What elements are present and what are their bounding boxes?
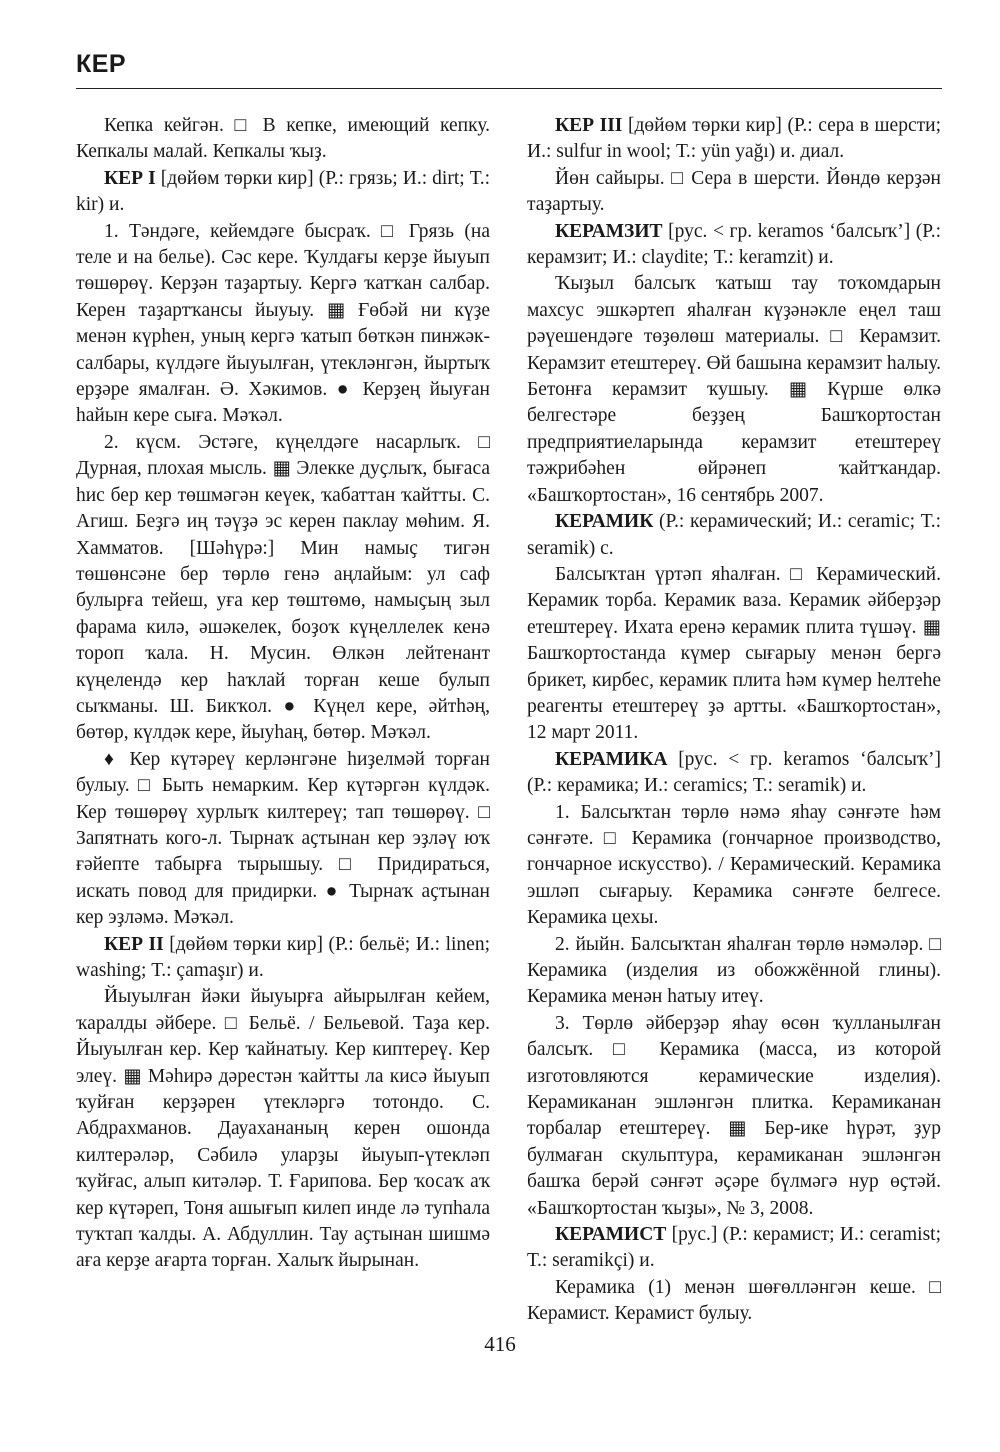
headword: КЕР II: [104, 933, 164, 955]
sense-2: 2. йыйн. Балсыҡтан яһалған төрлө нәмәләр. □ Керамика (изделия из обожжённой глины). Керамика менән һатыу итеү.: [527, 933, 941, 1008]
etymology: [дөйөм төрки кир] (Р.: сера в шерсти; И.: sulfur in wool; Т.: yün yağı) и. диал.: [527, 115, 941, 163]
entry-body: Керамика (1) менән шөғөлләнгән кеше. □ Керамист. Керамист булыу.: [527, 1276, 941, 1325]
entry-keramik: [527, 509, 941, 562]
sense-2: 2. күсм. Эстәге, күңелдәге насарлыҡ. □ Дурная, плохая мысль. ▦ Элекке дуҫлыҡ, бығаса һис бер кер төшмәгән кеүек, ҡабаттан ҡайтты. С. Агиш. Беҙгә иң тәүҙә эс керен паклау мөһим. Я. Хамматов. [Шәһүрә:] Мин намыҫ тигән төшөнсәне бер төрлө генә аңлайым: ул саф булырға тейеш, уға кер төштөмө, намыҫың зыл фарама килә, әшәкелек, боҙоҡ күңеллелек кенә тороп ҡала. Н. Мусин. Өлкән лейтенант күңелендә кер һаҡлай торған кеше булып сыҡманы. Ш. Бикҡол. ● Күңел кере, әйтһәң, бөтөр, күлдәк кере, йыуһаң, бөтөр. Мәҡәл.: [76, 431, 490, 744]
sense-1: 1. Тәндәге, кейемдәге бысраҡ. □ Грязь (на теле и на белье). Сәс кере. Ҡулдағы керҙе йыуып төшөрөү. Керҙән таҙартыу. Кергә ҡатҡан салбар. Керен таҙартҡансы йыуыу. ▦ Ғөбәй ни күҙе менән күрһен, уның кергә ҡатып бөткән пинжәк-салбары, күлдәге йыуылған, үтекләнгән, йыртыҡ ерҙәре ямалған. Ә. Хәкимов. ● Керҙең йыуған һайын кере сыға. Мәҡәл.: [76, 220, 490, 427]
entry-body: Йыуылған йәки йыуырға айырылған кейем, ҡаралды әйбере. □ Бельё. / Бельевой. Таҙа кер. Йыуылған кер. Кер ҡайнатыу. Кер киптереү. Кер элеү. ▦ Мәһирә дәрестән ҡайтты ла кисә йыуып ҡуйған керҙәрен үтекләргә тотондо. С. Абдрахманов. Дауахананың керен ошонда килтерәләр, Сәбилә уларҙы йыуып-үтекләп ҡуйғас, алып китәләр. Т. Ғарипова. Бер ҡосаҡ аҡ кер күтәреп, Тоня ашығып килеп инде лә тупһала туҡтап ҡалды. А. Абдуллин. Тау аҫтынан шишмә аға керҙе ағарта торған. Халыҡ йырынан.: [76, 986, 490, 1272]
headword: КЕР III: [555, 115, 623, 136]
entry-body: Балсыҡтан үртәп яһалған. □ Керамический. Керамик торба. Керамик ваза. Керамик әйберҙәр етештереү. Ихата еренә керамик плита түшәү. ▦ Башҡортостанда күмер сығарыу менән бергә брикет, кирбес, керамик плита һәм күмер һелтеһе реагенты етештереү ҙә артты. «Башҡортостан», 12 март 2011.: [527, 563, 941, 744]
headword: КЕРАМИКА: [555, 748, 668, 770]
sense-3: 3. Төрлө әйберҙәр яһау өсөн ҡулланылған балсыҡ. □ Керамика (масса, из которой изготовляются керамические изделия). Керамиканан эшләнгән плитка. Керамиканан торбалар етештереү. ▦ Бер-ике һүрәт, ҙур булмаған скульптура, керамиканан эшләнгән башҡа берәй сәнғәт әҫәре бүлмәгә нур өҫтәй. «Башҡортостан ҡыҙы», № 3, 2008.: [527, 1012, 941, 1219]
entry-keramist: [527, 1222, 941, 1275]
left-column: [76, 113, 490, 1275]
headword: КЕРАМИК: [555, 511, 654, 533]
entry-keramzit: [527, 219, 941, 272]
page-header: КЕР: [76, 50, 127, 78]
headword: КЕР I: [104, 167, 156, 189]
etymology: [дөйөм төрки кир] (Р.: грязь; И.: dirt; Т.: kir) и.: [76, 167, 490, 216]
entry-body: Ҡыҙыл балсыҡ ҡатыш тау тоҡомдарын махсус эшкәртеп яһалған күҙәнәкле еңел таш рәүешендәге төҙөлөш материалы. □ Керамзит. Керамзит етештереү. Өй башына керамзит һалыу. Бетонға керамзит ҡушыу. ▦ Күрше өлкә белгестәре беҙҙең Башҡортостан предприятиеларында керамзит етештереү тәжрибәһен өйрәнеп ҡайтҡандар. «Башҡортостан», 16 сентябрь 2007.: [527, 273, 941, 506]
etymology: [рус. < гр. keramos ‘балсыҡ’] (Р.: керамика; И.: ceramics; Т.: seramik) и.: [527, 748, 941, 797]
sense-1: 1. Балсыҡтан төрлө нәмә яһау сәнғәте һәм сәнғәте. □ Керамика (гончарное производство, гончарное искусство). / Керамический. Керамика эшләп сығарыу. Керамика сәнғәте белгесе. Керамика цехы.: [527, 801, 941, 929]
etymology: [рус. < гр. keramos ‘балсыҡ’] (Р.: керамзит; И.: claydite; Т.: keramzit) и.: [527, 220, 941, 269]
headword: КЕРАМЗИТ: [555, 220, 663, 242]
page-number: 416: [484, 1332, 516, 1356]
right-column: [527, 113, 941, 1328]
entry-keramika: [527, 747, 941, 800]
etymology: [дөйөм төрки кир] (Р.: бельё; И.: linen; washing; Т.: çamaşır) и.: [76, 933, 490, 981]
etymology: (Р.: керамический; И.: ceramic; Т.: seramik) с.: [527, 511, 941, 559]
etymology: [рус.] (Р.: керамист; И.: ceramist; Т.: seramikçi) и.: [527, 1224, 941, 1272]
entry-ker-1: [76, 166, 490, 219]
entry-body: Йөн сайыры. □ Сера в шерсти. Йөндө керҙән таҙартыу.: [527, 167, 941, 216]
continuation-paragraph: Кепка кейгән. □ В кепке, имеющий кепку. Кепкалы малай. Кепкалы ҡыҙ.: [76, 115, 490, 163]
phraseology: ♦ Кер күтәреү керләнгәне һиҙелмәй торған булыу. □ Быть немарким. Кер күтәргән күлдәк. Кер төшөрөү хурлыҡ килтереү; тап төшөрөү. □ Запятнать кого-л. Тырнаҡ аҫтынан кер эҙләү юҡ ғәйепте табырға тырышыу. □ Придираться, искать повод для придирки. ● Тырнаҡ аҫтынан кер эҙләмә. Мәҡәл.: [76, 748, 490, 929]
entry-ker-3: [527, 113, 941, 166]
headword: КЕРАМИСТ: [555, 1224, 667, 1246]
entry-ker-2: [76, 932, 490, 985]
header-rule: [76, 88, 942, 89]
